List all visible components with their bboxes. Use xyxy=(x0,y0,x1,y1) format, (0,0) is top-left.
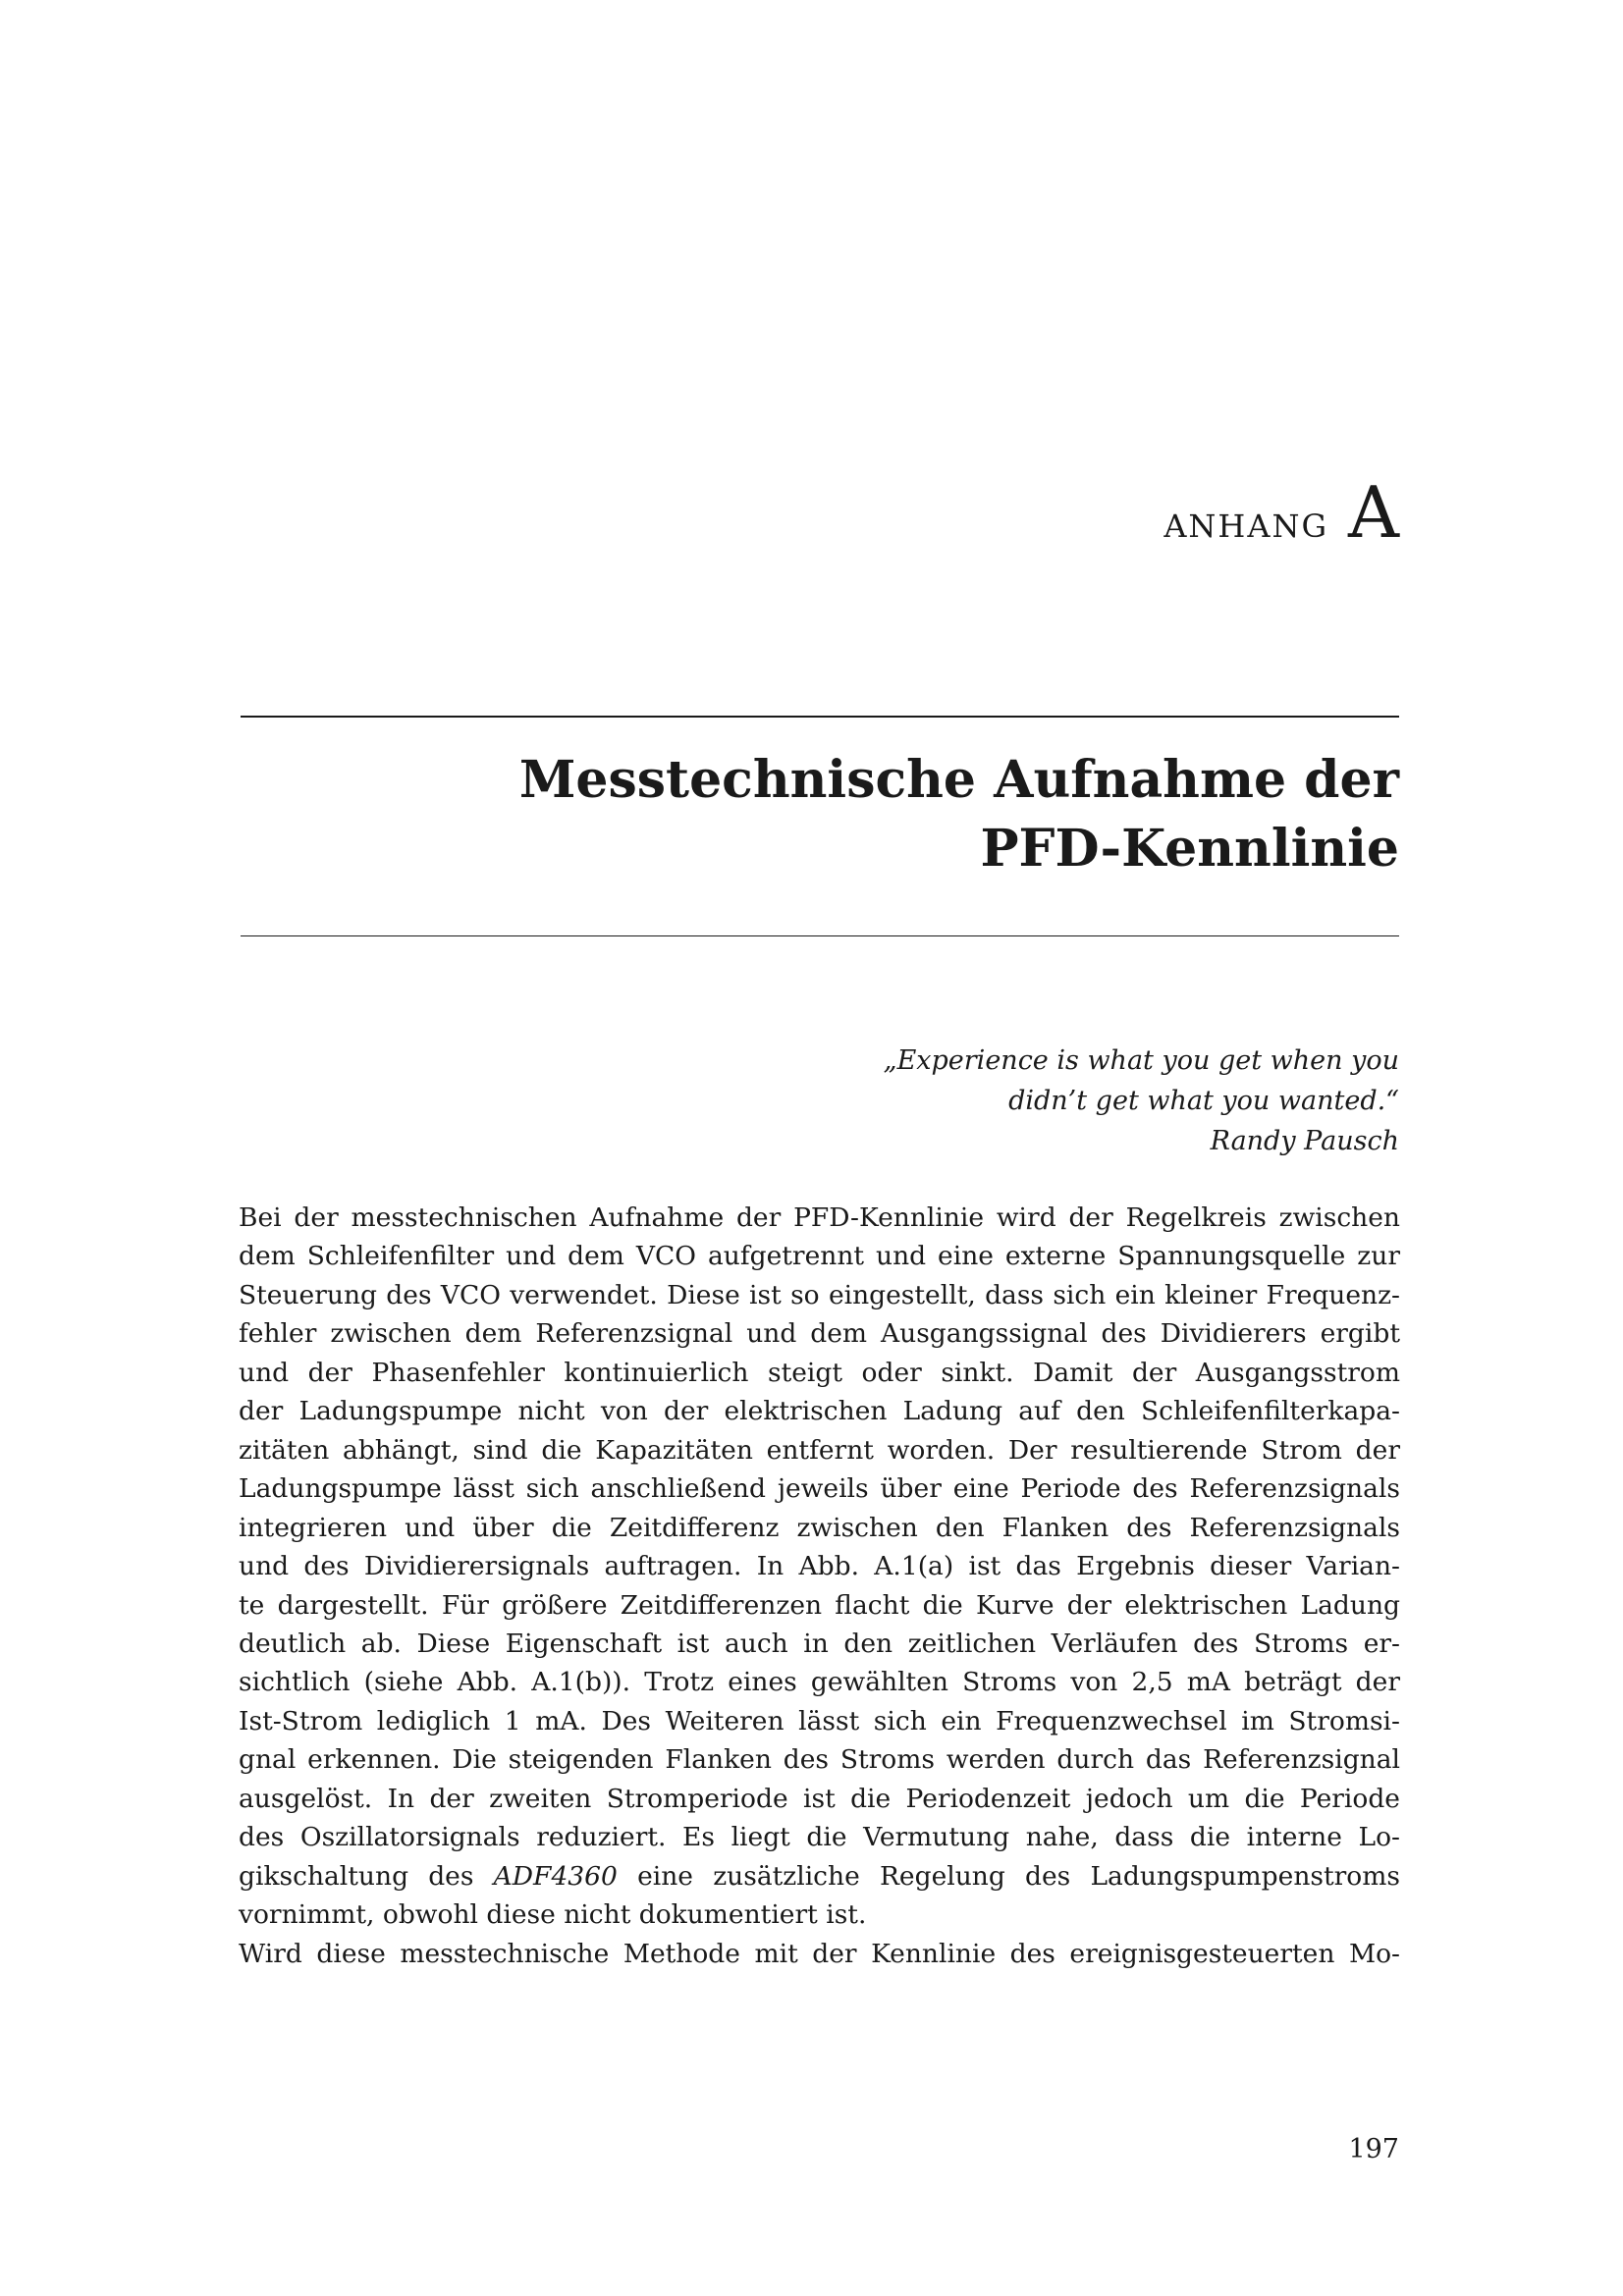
title-rule-top xyxy=(241,716,1399,718)
body-line: und des Dividierersignals auftragen. In Abb. A.1(a) ist das Ergebnis dieser Varian- xyxy=(239,1551,1400,1582)
body-line: sichtlich (siehe Abb. A.1(b)). Trotz eines gewählten Stroms von 2,5 mA beträgt der xyxy=(239,1667,1400,1698)
body-line: Wird diese messtechnische Methode mit der Kennlinie des ereignisgesteuerten Mo- xyxy=(239,1938,1400,1969)
body-line xyxy=(239,1857,1400,1896)
chapter-title xyxy=(417,746,1399,883)
chip-name-italic: ADF4360 xyxy=(493,1860,618,1892)
body-line: fehler zwischen dem Referenzsignal und dem Ausgangssignal des Dividierers ergibt xyxy=(239,1318,1400,1350)
body-line: und der Phasenfehler kontinuierlich steigt oder sinkt. Damit der Ausgangsstrom xyxy=(239,1357,1400,1388)
chapter-label-word: anhang xyxy=(1163,495,1328,548)
body-line: dem Schleifenfilter und dem VCO aufgetrennt und eine externe Spannungsquelle zur xyxy=(239,1241,1400,1272)
body-line: Steuerung des VCO verwendet. Diese ist so eingestellt, dass sich ein kleiner Frequenz- xyxy=(239,1279,1400,1310)
body-line: Bei der messtechnischen Aufnahme der PFD-Kennlinie wird der Regelkreis zwischen xyxy=(239,1202,1400,1233)
epigraph xyxy=(712,1041,1399,1161)
epigraph-line: „Experience is what you get when you xyxy=(883,1045,1399,1076)
body-line: des Oszillatorsignals reduziert. Es liegt die Vermutung nahe, dass die interne Lo- xyxy=(239,1822,1400,1853)
epigraph-author: Randy Pausch xyxy=(1210,1126,1399,1156)
body-line: der Ladungspumpe nicht von der elektrischen Ladung auf den Schleifenfilterkapa- xyxy=(239,1396,1400,1427)
body-line: Ladungspumpe lässt sich anschließend jeweils über eine Periode des Referenzsignals xyxy=(239,1473,1400,1505)
chapter-title-line: PFD-Kennlinie xyxy=(980,819,1399,879)
body-paragraph xyxy=(239,1199,1400,1973)
body-line: deutlich ab. Diese Eigenschaft ist auch in den zeitlichen Verläufen des Stroms er- xyxy=(239,1628,1400,1659)
chapter-title-line: Messtechnische Aufnahme der xyxy=(518,750,1399,810)
body-text-run: gikschaltung des xyxy=(239,1860,494,1892)
body-line: ausgelöst. In der zweiten Stromperiode ist die Periodenzeit jedoch um die Periode xyxy=(239,1783,1400,1814)
chapter-label-letter: A xyxy=(1348,471,1399,554)
title-rule-bottom xyxy=(241,935,1399,936)
body-line: te dargestellt. Für größere Zeitdifferenzen flacht die Kurve der elektrischen Ladung xyxy=(239,1589,1400,1621)
body-line: gnal erkennen. Die steigenden Flanken des Stroms werden durch das Referenzsignal xyxy=(239,1744,1400,1776)
body-line: zitäten abhängt, sind die Kapazitäten entfernt worden. Der resultierende Strom der xyxy=(239,1434,1400,1466)
body-text-run: eine zusätzliche Regelung des Ladungspumpenstroms xyxy=(617,1860,1400,1892)
epigraph-line: didn’t get what you wanted.“ xyxy=(1008,1086,1399,1116)
body-line: Ist-Strom lediglich 1 mA. Des Weiteren lässt sich ein Frequenzwechsel im Stromsi- xyxy=(239,1705,1400,1736)
body-line: integrieren und über die Zeitdifferenz zwischen den Flanken des Referenzsignals xyxy=(239,1512,1400,1543)
chapter-label xyxy=(1163,471,1399,554)
page-number: 197 xyxy=(1348,2134,1399,2164)
body-line: vornimmt, obwohl diese nicht dokumentiert ist. xyxy=(239,1899,867,1931)
